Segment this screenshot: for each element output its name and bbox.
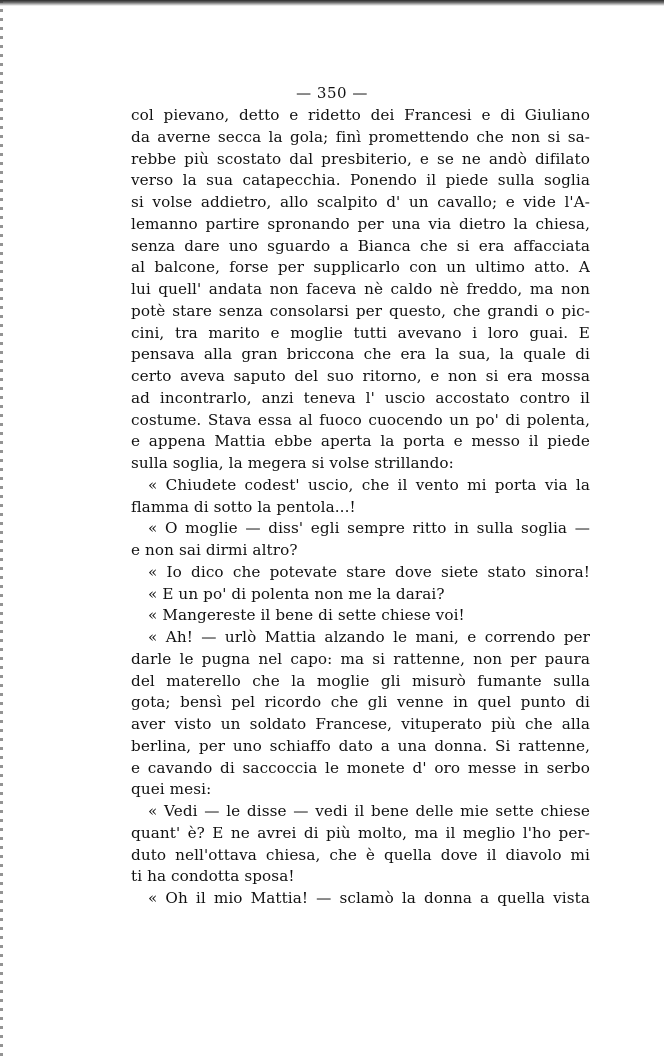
text-line: sulla soglia, la megera si volse strillando:: [131, 454, 454, 472]
text-line: quei mesi:: [131, 780, 212, 799]
text-line: « Mangereste il bene di sette chiese voi!: [148, 606, 465, 625]
text-line: potè stare senza consolarsi per questo, che grandi o pic-: [131, 301, 590, 320]
text-line: verso la sua catapecchia. Ponendo il piede sulla soglia: [131, 171, 590, 190]
text-line: quant' è? E ne avrei di più molto, ma il meglio l'ho per-: [131, 823, 590, 842]
text-line: gota; bensì pel ricordo che gli venne in quel punto di: [131, 693, 590, 712]
text-line: ti ha condotta sposa!: [131, 867, 295, 886]
text-line: « E un po' di polenta non me la darai?: [148, 584, 445, 603]
text-line: aver visto un soldato Francese, vituperato più che alla: [131, 715, 590, 733]
text-line: cini, tra marito e moglie tutti avevano i loro guai. E: [131, 323, 590, 342]
text-line: duto nell'ottava chiesa, che è quella dove il diavolo mi: [131, 845, 590, 864]
text-line: senza dare uno sguardo a Bianca che si era affacciata: [131, 236, 590, 255]
text-line: e non sai dirmi altro?: [131, 541, 298, 559]
text-line: col pievano, detto e ridetto dei Francesi e di Giuliano: [131, 106, 590, 124]
text-line: lui quell' andata non faceva nè caldo nè freddo, ma non: [131, 280, 590, 298]
text-line: lemanno partire spronando per una via dietro la chiesa,: [131, 214, 590, 233]
text-line: berlina, per uno schiaffo dato a una donna. Si rattenne,: [131, 736, 590, 755]
text-line: si volse addietro, allo scalpito d' un cavallo; e vide l'A-: [131, 193, 590, 211]
text-line: ad incontrarlo, anzi teneva l' uscio accostato contro il: [131, 388, 590, 407]
text-line: costume. Stava essa al fuoco cuocendo un po' di polenta,: [131, 410, 590, 429]
text-line: pensava alla gran briccona che era la sua, la quale di: [131, 345, 590, 364]
text-line: e appena Mattia ebbe aperta la porta e messo il piede: [131, 432, 590, 451]
text-line: flamma di sotto la pentola...!: [131, 497, 356, 516]
text-line: « Chiudete codest' uscio, che il vento mi porta via la: [148, 475, 590, 494]
page-left-edge-binding: [0, 0, 3, 1056]
text-line: certo aveva saputo del suo ritorno, e non si era mossa: [131, 367, 590, 385]
text-line: « Ah! — urlò Mattia alzando le mani, e correndo per: [148, 628, 590, 646]
body-text: [131, 105, 590, 910]
text-line: e cavando di saccoccia le monete d' oro messe in serbo: [131, 758, 590, 777]
text-line: « Io dico che potevate stare dove siete stato sinora!: [148, 562, 590, 581]
text-line: « O moglie — diss' egli sempre ritto in sulla soglia —: [148, 519, 590, 538]
text-line: al balcone, forse per supplicarlo con un ultimo atto. A: [131, 258, 590, 277]
text-line: rebbe più scostato dal presbiterio, e se ne andò difilato: [131, 149, 590, 168]
text-line: « Vedi — le disse — vedi il bene delle mie sette chiese: [148, 802, 590, 820]
text-line: da averne secca la gola; finì promettendo che non si sa-: [131, 127, 590, 146]
text-line: darle le pugna nel capo: ma si rattenne, non per paura: [131, 649, 590, 668]
text-line: « Oh il mio Mattia! — sclamò la donna a quella vista: [148, 889, 590, 907]
page-top-edge-shadow: [0, 0, 664, 6]
page-number: — 350 —: [296, 84, 368, 102]
text-line: del materello che la moglie gli misurò fumante sulla: [131, 671, 590, 690]
